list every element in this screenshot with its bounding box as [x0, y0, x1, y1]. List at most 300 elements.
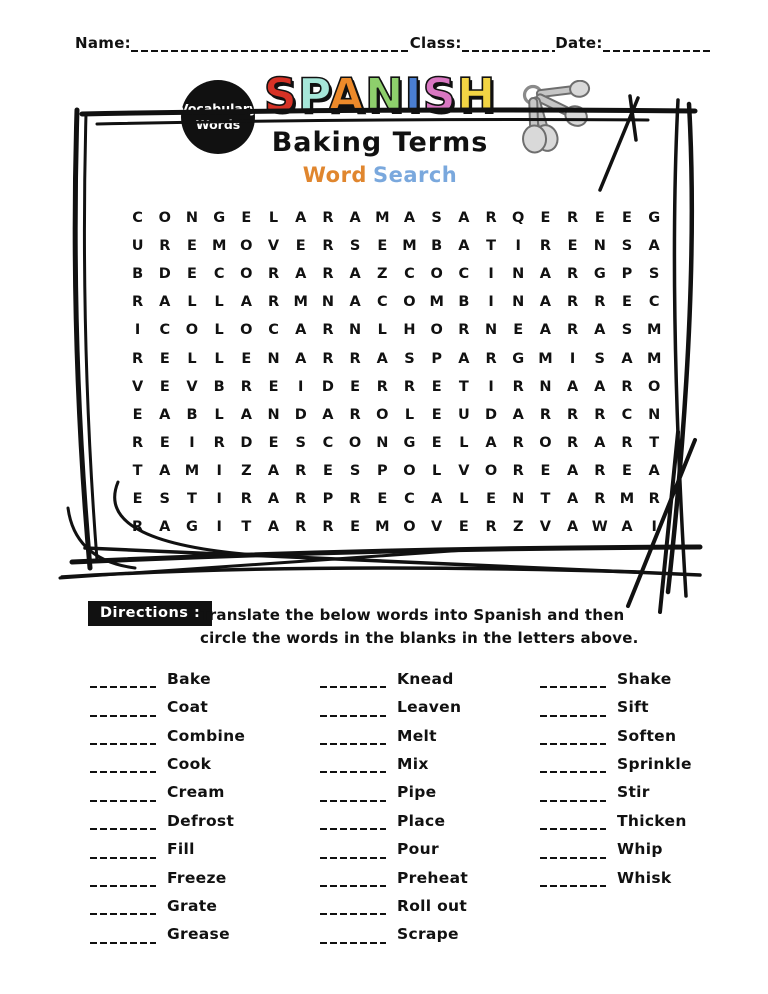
grid-letter[interactable]: R [594, 406, 606, 423]
grid-letter[interactable]: E [458, 519, 469, 536]
grid-letter[interactable]: A [458, 210, 470, 227]
grid-letter[interactable]: R [403, 378, 416, 395]
name-blank[interactable] [131, 35, 410, 52]
answer-blank[interactable] [320, 672, 386, 688]
grid-letter[interactable]: A [159, 519, 171, 536]
grid-letter[interactable]: G [593, 266, 606, 283]
grid-letter[interactable]: N [185, 210, 199, 227]
word-item [540, 745, 692, 773]
grid-letter[interactable]: A [566, 378, 579, 395]
grid-letter[interactable]: O [403, 462, 416, 479]
grid-letter[interactable]: T [187, 490, 197, 507]
grid-letter[interactable]: C [268, 322, 279, 339]
answer-blank[interactable] [90, 729, 156, 745]
grid-letter[interactable]: E [159, 434, 170, 451]
grid-letter[interactable]: E [622, 294, 632, 311]
grid-letter[interactable]: O [240, 322, 253, 339]
answer-blank[interactable] [540, 871, 606, 887]
grid-letter[interactable]: E [622, 462, 632, 479]
date-blank[interactable] [603, 35, 713, 52]
answer-blank[interactable] [90, 758, 156, 774]
grid-letter[interactable]: M [429, 294, 444, 311]
grid-letter[interactable]: A [566, 462, 579, 479]
grid-letter[interactable]: C [132, 210, 143, 227]
grid-letter[interactable]: R [458, 322, 470, 339]
directions-text: Translate the below words into Spanish and then circle the words in the blanks in the letters above. [200, 606, 639, 648]
grid-letter[interactable]: E [377, 490, 388, 507]
grid-letter[interactable]: I [488, 294, 494, 311]
grid-letter[interactable]: M [375, 519, 390, 536]
grid-letter[interactable]: I [216, 490, 222, 507]
grid-letter[interactable]: T [649, 434, 660, 451]
answer-blank[interactable] [320, 843, 386, 859]
grid-letter[interactable]: O [484, 462, 498, 479]
grid-letter[interactable]: I [216, 519, 222, 536]
answer-blank[interactable] [90, 701, 156, 717]
grid-letter[interactable]: E [513, 322, 524, 339]
grid-letter[interactable]: A [566, 490, 579, 507]
grid-letter[interactable]: E [241, 350, 252, 367]
grid-letter[interactable]: R [132, 350, 144, 367]
grid-letter[interactable]: M [646, 322, 662, 339]
grid-letter[interactable]: T [458, 378, 469, 395]
grid-letter[interactable]: M [538, 350, 553, 367]
grid-letter[interactable]: N [267, 350, 280, 367]
grid-letter[interactable]: R [485, 350, 497, 367]
word-label: Freeze [167, 868, 227, 887]
grid-letter[interactable]: A [159, 294, 171, 311]
grid-letter[interactable]: T [241, 519, 252, 536]
grid-letter[interactable]: A [594, 434, 606, 451]
grid-letter[interactable]: D [294, 406, 307, 423]
grid-letter[interactable]: O [403, 294, 416, 311]
grid-letter[interactable]: R [485, 210, 497, 227]
grid-letter[interactable]: B [431, 238, 443, 255]
answer-blank[interactable] [320, 928, 386, 944]
answer-blank[interactable] [320, 786, 386, 802]
grid-letter[interactable]: A [159, 406, 171, 423]
grid-letter[interactable]: L [187, 294, 197, 311]
grid-letter[interactable]: E [431, 378, 442, 395]
grid-letter[interactable]: I [651, 519, 657, 536]
header-line [75, 34, 713, 52]
grid-letter[interactable]: Z [377, 266, 388, 283]
grid-letter[interactable]: I [515, 238, 521, 255]
grid-letter[interactable]: E [268, 434, 279, 451]
grid-letter[interactable]: R [539, 238, 551, 255]
grid-letter[interactable]: O [430, 266, 443, 283]
word-item [90, 774, 245, 802]
grid-letter[interactable]: O [376, 406, 389, 423]
answer-blank[interactable] [540, 729, 606, 745]
grid-letter[interactable]: A [621, 519, 633, 536]
grid-letter[interactable]: D [240, 434, 253, 451]
word-item [320, 745, 468, 773]
answer-blank[interactable] [90, 814, 156, 830]
grid-letter[interactable]: B [132, 266, 144, 283]
word-label: Soften [617, 726, 677, 745]
grid-letter[interactable]: C [404, 266, 415, 283]
grid-letter[interactable]: E [431, 406, 442, 423]
grid-letter[interactable]: I [134, 322, 141, 339]
grid-letter[interactable]: S [349, 238, 361, 255]
grid-letter[interactable]: A [295, 266, 307, 283]
grid-letter[interactable]: P [431, 350, 442, 367]
grid-letter[interactable]: N [349, 322, 362, 339]
grid-letter[interactable]: E [622, 210, 632, 227]
grid-letter[interactable]: M [184, 462, 200, 479]
grid-letter[interactable]: E [159, 378, 170, 395]
grid-letter[interactable]: O [158, 210, 171, 227]
word-label: Whisk [617, 868, 672, 887]
grid-letter[interactable]: A [431, 490, 443, 507]
grid-letter[interactable]: R [132, 294, 144, 311]
grid-letter[interactable]: R [485, 519, 497, 536]
grid-letter[interactable]: R [621, 434, 633, 451]
grid-letter[interactable]: A [539, 294, 552, 311]
grid-letter[interactable]: U [131, 238, 144, 255]
grid-letter[interactable]: B [213, 378, 225, 395]
answer-blank[interactable] [90, 672, 156, 688]
grid-letter[interactable]: E [322, 462, 333, 479]
grid-letter[interactable]: A [349, 266, 361, 283]
grid-letter[interactable]: T [132, 462, 143, 479]
title-letter: H [456, 68, 497, 122]
grid-letter[interactable]: T [540, 490, 551, 507]
grid-letter[interactable]: R [322, 210, 334, 227]
grid-letter[interactable]: A [648, 238, 660, 255]
word-label: Grease [167, 925, 230, 944]
grid-letter[interactable]: N [484, 322, 498, 339]
grid-letter[interactable]: E [132, 490, 143, 507]
answer-blank[interactable] [90, 871, 156, 887]
grid-letter[interactable]: M [375, 210, 390, 227]
answer-blank[interactable] [540, 758, 606, 774]
grid-letter[interactable]: E [567, 238, 578, 255]
grid-letter[interactable]: L [187, 350, 197, 367]
grid-letter[interactable]: I [298, 378, 304, 395]
grid-letter[interactable]: P [322, 490, 334, 507]
grid-letter[interactable]: R [240, 490, 252, 507]
grid-letter[interactable]: E [132, 406, 143, 423]
grid-letter[interactable]: E [431, 434, 442, 451]
grid-letter[interactable]: R [322, 238, 334, 255]
grid-letter[interactable]: V [458, 462, 470, 479]
grid-letter[interactable]: G [648, 210, 661, 227]
grid-letter[interactable]: E [187, 266, 197, 283]
grid-letter[interactable]: R [295, 462, 307, 479]
grid-letter[interactable]: A [458, 238, 470, 255]
grid-letter[interactable]: R [594, 462, 606, 479]
grid-letter[interactable]: G [512, 350, 525, 367]
grid-letter[interactable]: E [540, 210, 551, 227]
grid-letter[interactable]: C [648, 294, 660, 311]
word-column-1 [90, 660, 245, 944]
word-item [320, 887, 468, 915]
grid-letter[interactable]: S [349, 462, 361, 479]
grid-letter[interactable]: L [214, 350, 224, 367]
grid-letter[interactable]: V [539, 519, 552, 536]
grid-letter[interactable]: E [377, 238, 388, 255]
grid-letter[interactable]: L [268, 210, 279, 227]
grid-letter[interactable]: R [567, 434, 579, 451]
grid-letter[interactable]: A [621, 350, 633, 367]
class-blank[interactable] [462, 35, 556, 52]
answer-blank[interactable] [540, 672, 606, 688]
grid-letter[interactable]: R [322, 322, 334, 339]
grid-letter[interactable]: E [295, 238, 306, 255]
grid-letter[interactable]: G [403, 434, 416, 451]
grid-letter[interactable]: A [322, 406, 334, 423]
word-label: Sprinkle [617, 755, 692, 774]
grid-letter[interactable]: L [214, 406, 224, 423]
grid-letter[interactable]: L [377, 322, 387, 339]
grid-letter[interactable]: R [567, 406, 579, 423]
grid-letter[interactable]: I [569, 350, 576, 367]
grid-letter[interactable]: M [646, 350, 662, 367]
grid-letter[interactable]: S [648, 266, 660, 283]
grid-letter[interactable]: A [295, 350, 307, 367]
grid-letter[interactable]: L [459, 434, 469, 451]
grid-letter[interactable]: P [621, 266, 633, 283]
word-item [540, 774, 692, 802]
grid-letter[interactable]: Q [512, 210, 525, 227]
grid-letter[interactable]: C [404, 490, 415, 507]
grid-letter[interactable]: I [488, 378, 494, 395]
grid-letter[interactable]: A [349, 294, 361, 311]
answer-blank[interactable] [90, 900, 156, 916]
grid-letter[interactable]: C [621, 406, 633, 423]
grid-letter[interactable]: R [349, 406, 361, 423]
grid-letter[interactable]: A [349, 210, 361, 227]
grid-letter[interactable]: N [648, 406, 661, 423]
answer-blank[interactable] [320, 701, 386, 717]
grid-letter[interactable]: T [486, 238, 496, 255]
grid-letter[interactable]: R [322, 519, 334, 536]
grid-letter[interactable]: V [267, 238, 280, 255]
answer-blank[interactable] [320, 900, 386, 916]
grid-letter[interactable]: C [322, 434, 334, 451]
word-item [90, 916, 245, 944]
grid-letter[interactable]: R [349, 490, 361, 507]
grid-letter[interactable]: R [267, 266, 280, 283]
grid-letter[interactable]: A [240, 294, 252, 311]
grid-letter[interactable]: E [540, 462, 551, 479]
grid-letter[interactable]: R [322, 350, 334, 367]
answer-blank[interactable] [90, 786, 156, 802]
grid-letter[interactable]: R [322, 266, 334, 283]
grid-letter[interactable]: O [240, 238, 253, 255]
answer-blank[interactable] [320, 871, 386, 887]
grid-letter[interactable]: A [539, 322, 552, 339]
grid-letter[interactable]: R [376, 378, 388, 395]
grid-letter[interactable]: R [349, 350, 361, 367]
grid-letter[interactable]: A [240, 406, 252, 423]
grid-letter[interactable]: L [459, 490, 469, 507]
grid-letter[interactable]: H [403, 322, 416, 339]
grid-letter[interactable]: N [539, 378, 552, 395]
grid-letter[interactable]: R [539, 406, 551, 423]
grid-letter[interactable]: R [213, 434, 225, 451]
grid-letter[interactable]: A [267, 519, 280, 536]
grid-letter[interactable]: R [295, 519, 307, 536]
grid-letter[interactable]: B [186, 406, 198, 423]
grid-letter[interactable]: A [512, 406, 524, 423]
grid-letter[interactable]: N [376, 434, 389, 451]
grid-letter[interactable]: N [267, 406, 280, 423]
grid-letter[interactable]: A [295, 210, 307, 227]
grid-letter[interactable]: Z [241, 462, 252, 479]
grid-letter[interactable]: V [131, 378, 144, 395]
word-search-grid [124, 204, 668, 541]
answer-blank[interactable] [90, 928, 156, 944]
grid-letter[interactable]: O [348, 434, 362, 451]
grid-letter[interactable]: C [213, 266, 225, 283]
grid-letter[interactable]: E [350, 378, 361, 395]
grid-letter[interactable]: A [159, 462, 171, 479]
grid-letter[interactable]: S [621, 238, 633, 255]
grid-letter[interactable]: P [376, 462, 388, 479]
answer-blank[interactable] [540, 786, 606, 802]
grid-letter[interactable]: D [158, 266, 171, 283]
grid-letter[interactable]: R [240, 378, 252, 395]
grid-letter[interactable]: N [593, 238, 606, 255]
answer-blank[interactable] [540, 814, 606, 830]
grid-letter[interactable]: I [189, 434, 195, 451]
grid-letter[interactable]: R [132, 519, 144, 536]
word-item [540, 660, 692, 688]
grid-letter[interactable]: E [159, 350, 170, 367]
grid-letter[interactable]: D [485, 406, 498, 423]
grid-letter[interactable]: R [567, 266, 579, 283]
grid-letter[interactable]: S [431, 210, 442, 227]
grid-letter[interactable]: V [186, 378, 198, 395]
grid-letter[interactable]: S [621, 322, 633, 339]
grid-letter[interactable]: B [458, 294, 470, 311]
grid-letter[interactable]: A [648, 462, 660, 479]
grid-letter[interactable]: O [185, 322, 199, 339]
grid-letter[interactable]: O [430, 322, 443, 339]
grid-letter[interactable]: O [403, 519, 416, 536]
grid-letter[interactable]: V [431, 519, 443, 536]
answer-blank[interactable] [90, 843, 156, 859]
word-item [90, 887, 245, 915]
grid-letter[interactable]: L [214, 294, 224, 311]
grid-letter[interactable]: L [432, 462, 442, 479]
grid-letter[interactable]: R [512, 378, 524, 395]
grid-letter[interactable]: A [267, 462, 280, 479]
grid-letter[interactable]: R [567, 294, 579, 311]
grid-letter[interactable]: R [621, 378, 633, 395]
word-search-label-part: Search [372, 163, 458, 187]
grid-letter[interactable]: E [594, 210, 605, 227]
word-item [320, 774, 468, 802]
grid-letter[interactable]: R [512, 462, 524, 479]
grid-letter[interactable]: C [159, 322, 171, 339]
grid-letter[interactable]: S [404, 350, 415, 367]
grid-letter[interactable]: N [512, 490, 525, 507]
grid-letter[interactable]: M [619, 490, 635, 507]
grid-letter[interactable]: E [350, 519, 361, 536]
answer-blank[interactable] [320, 814, 386, 830]
grid-letter[interactable]: O [240, 266, 253, 283]
word-item [90, 859, 245, 887]
grid-letter[interactable]: W [591, 519, 608, 536]
vocabulary-words-badge [178, 80, 258, 154]
grid-letter[interactable]: E [486, 490, 496, 507]
grid-letter[interactable]: A [539, 266, 552, 283]
answer-blank[interactable] [540, 701, 606, 717]
word-item [90, 660, 245, 688]
grid-letter[interactable]: Z [512, 519, 524, 536]
grid-letter[interactable]: N [512, 266, 525, 283]
grid-letter[interactable]: O [647, 378, 661, 395]
grid-letter[interactable]: R [648, 490, 660, 507]
answer-blank[interactable] [320, 758, 386, 774]
word-label: Bake [167, 669, 211, 688]
grid-letter[interactable]: I [216, 462, 222, 479]
grid-letter[interactable]: A [376, 350, 388, 367]
grid-letter[interactable]: U [457, 406, 470, 423]
grid-letter[interactable]: G [213, 210, 226, 227]
grid-letter[interactable]: S [594, 350, 605, 367]
grid-letter[interactable]: N [321, 294, 334, 311]
grid-letter[interactable]: A [594, 322, 606, 339]
grid-letter[interactable]: M [293, 294, 308, 311]
grid-letter[interactable]: A [267, 490, 280, 507]
grid-letter[interactable]: A [458, 350, 470, 367]
grid-letter[interactable]: E [241, 210, 252, 227]
word-label: Pipe [397, 783, 437, 802]
grid-letter[interactable]: C [376, 294, 388, 311]
grid-letter[interactable]: R [567, 322, 579, 339]
grid-letter[interactable]: R [594, 294, 606, 311]
grid-letter[interactable]: D [321, 378, 334, 395]
word-item [540, 802, 692, 830]
grid-letter[interactable]: S [159, 490, 170, 507]
grid-letter[interactable]: N [512, 294, 525, 311]
grid-letter[interactable]: O [539, 434, 552, 451]
grid-letter[interactable]: M [211, 238, 227, 255]
answer-blank[interactable] [320, 729, 386, 745]
grid-letter[interactable]: R [159, 238, 171, 255]
grid-letter[interactable]: L [214, 322, 224, 339]
grid-letter[interactable]: M [402, 238, 417, 255]
grid-letter[interactable]: L [404, 406, 415, 423]
answer-blank[interactable] [540, 843, 606, 859]
grid-letter[interactable]: S [295, 434, 306, 451]
grid-letter[interactable]: A [485, 434, 497, 451]
grid-letter[interactable]: R [567, 210, 579, 227]
word-item [320, 688, 468, 716]
grid-letter[interactable]: C [458, 266, 470, 283]
grid-letter[interactable]: A [295, 322, 307, 339]
grid-letter[interactable]: R [267, 294, 280, 311]
grid-letter[interactable]: A [566, 519, 579, 536]
grid-letter[interactable]: R [594, 490, 606, 507]
grid-letter[interactable]: E [268, 378, 279, 395]
grid-letter[interactable]: I [488, 266, 494, 283]
grid-letter[interactable]: R [132, 434, 144, 451]
grid-letter[interactable]: A [594, 378, 606, 395]
grid-letter[interactable]: R [295, 490, 307, 507]
grid-letter[interactable]: A [403, 210, 416, 227]
word-label: Mix [397, 755, 429, 774]
grid-letter[interactable]: G [186, 519, 198, 536]
grid-letter[interactable]: E [187, 238, 197, 255]
grid-letter[interactable]: R [512, 434, 524, 451]
word-label: Scrape [397, 925, 459, 944]
